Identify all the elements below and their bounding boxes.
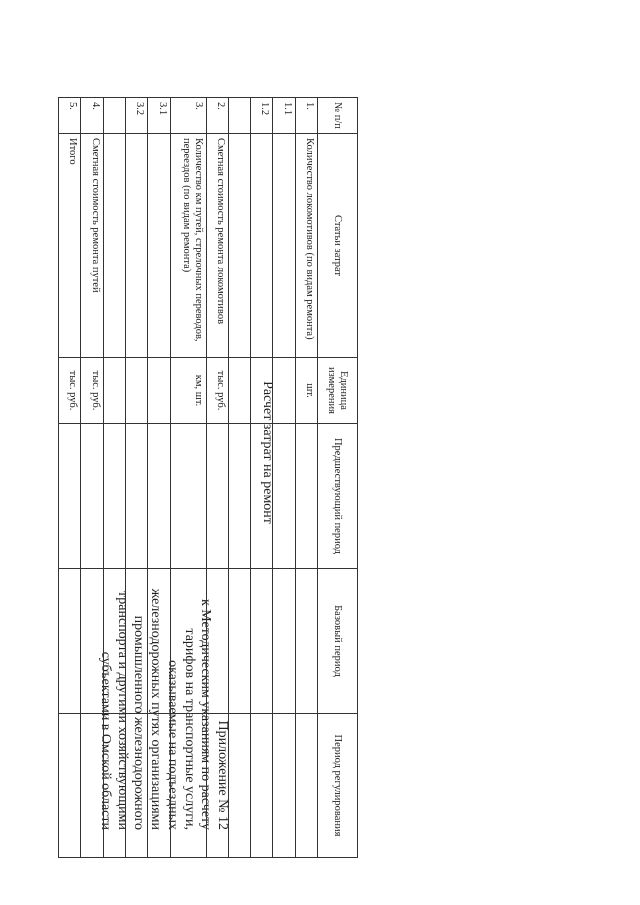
row-num [228,98,250,134]
page-title: Расчет затрат на ремонт [260,381,275,524]
table-row [206,98,228,858]
row-base [228,569,250,714]
row-base [251,569,273,714]
row-num: 1. [295,98,317,134]
row-reg [148,714,170,858]
header-line: субъектами в Омской области [98,651,114,830]
table-row [295,98,317,858]
row-prev [103,424,125,569]
row-unit [103,358,125,424]
row-prev [148,424,170,569]
header-line: железнодорожных путях организациями [148,588,164,830]
row-num: 1.2 [251,98,273,134]
row-reg [81,714,103,858]
row-item: Количество локомотивов (по видам ремонта) [295,134,317,358]
row-item: Итого [59,134,81,358]
col-header-num: № п/п [318,98,358,134]
row-unit: км, шт. [170,358,206,424]
cost-table [58,97,358,858]
row-num: 5. [59,98,81,134]
row-reg [206,714,228,858]
table-row [251,98,273,858]
row-num: 3.2 [125,98,147,134]
row-unit: тыс. руб. [59,358,81,424]
row-prev [59,424,81,569]
row-base [273,569,295,714]
row-num: 2. [206,98,228,134]
row-reg [228,714,250,858]
row-prev [273,424,295,569]
table-row [125,98,147,858]
header-line: транспорта и другими хозяйствующими [114,590,130,830]
row-prev [251,424,273,569]
row-item: Количество км путей, стрелочных переводов, переездов (по видам ремонта) [170,134,206,358]
row-reg [295,714,317,858]
row-base [81,569,103,714]
col-header-reg: Период регулирования [318,714,358,858]
row-item: Сметная стоимость ремонта локомотивов [206,134,228,358]
row-item [103,134,125,358]
row-num: 3.1 [148,98,170,134]
table-row [81,98,103,858]
row-reg [125,714,147,858]
row-unit: тыс. руб. [81,358,103,424]
col-header-prev: Предшествующий период [318,424,358,569]
row-reg [170,714,206,858]
row-reg [103,714,125,858]
row-reg [251,714,273,858]
header-line: к Методическим указаниям по расчету [198,598,214,830]
row-item [251,134,273,358]
row-unit [251,358,273,424]
row-item [273,134,295,358]
row-unit: шт. [295,358,317,424]
row-base [206,569,228,714]
row-unit [273,358,295,424]
header-line: Приложение № 12 [215,720,230,830]
row-item [228,134,250,358]
header-line: тарифов на транспортные услуги, [181,628,197,830]
row-prev [295,424,317,569]
row-base [59,569,81,714]
col-header-item: Статьи затрат [318,134,358,358]
row-reg [273,714,295,858]
row-base [103,569,125,714]
row-num: 4. [81,98,103,134]
row-prev [81,424,103,569]
row-prev [206,424,228,569]
row-base [125,569,147,714]
row-item [125,134,147,358]
row-reg [59,714,81,858]
row-base [148,569,170,714]
row-unit [148,358,170,424]
col-header-unit: Единица измерения [318,358,358,424]
row-item: Сметная стоимость ремонта путей [81,134,103,358]
row-unit [125,358,147,424]
row-num [103,98,125,134]
row-unit [228,358,250,424]
table-row [148,98,170,858]
col-header-base: Базовый период [318,569,358,714]
row-num: 3. [170,98,206,134]
table-row [228,98,250,858]
row-item [148,134,170,358]
row-prev [125,424,147,569]
table-row [273,98,295,858]
table-row [59,98,81,858]
row-base [295,569,317,714]
header-line: промышленного железнодорожного [131,615,147,830]
row-unit: тыс. руб. [206,358,228,424]
row-num: 1.1 [273,98,295,134]
table-row [103,98,125,858]
header-line: оказываемые на подъездных [164,660,180,830]
row-base [170,569,206,714]
table-row [170,98,206,858]
row-prev [228,424,250,569]
row-prev [170,424,206,569]
